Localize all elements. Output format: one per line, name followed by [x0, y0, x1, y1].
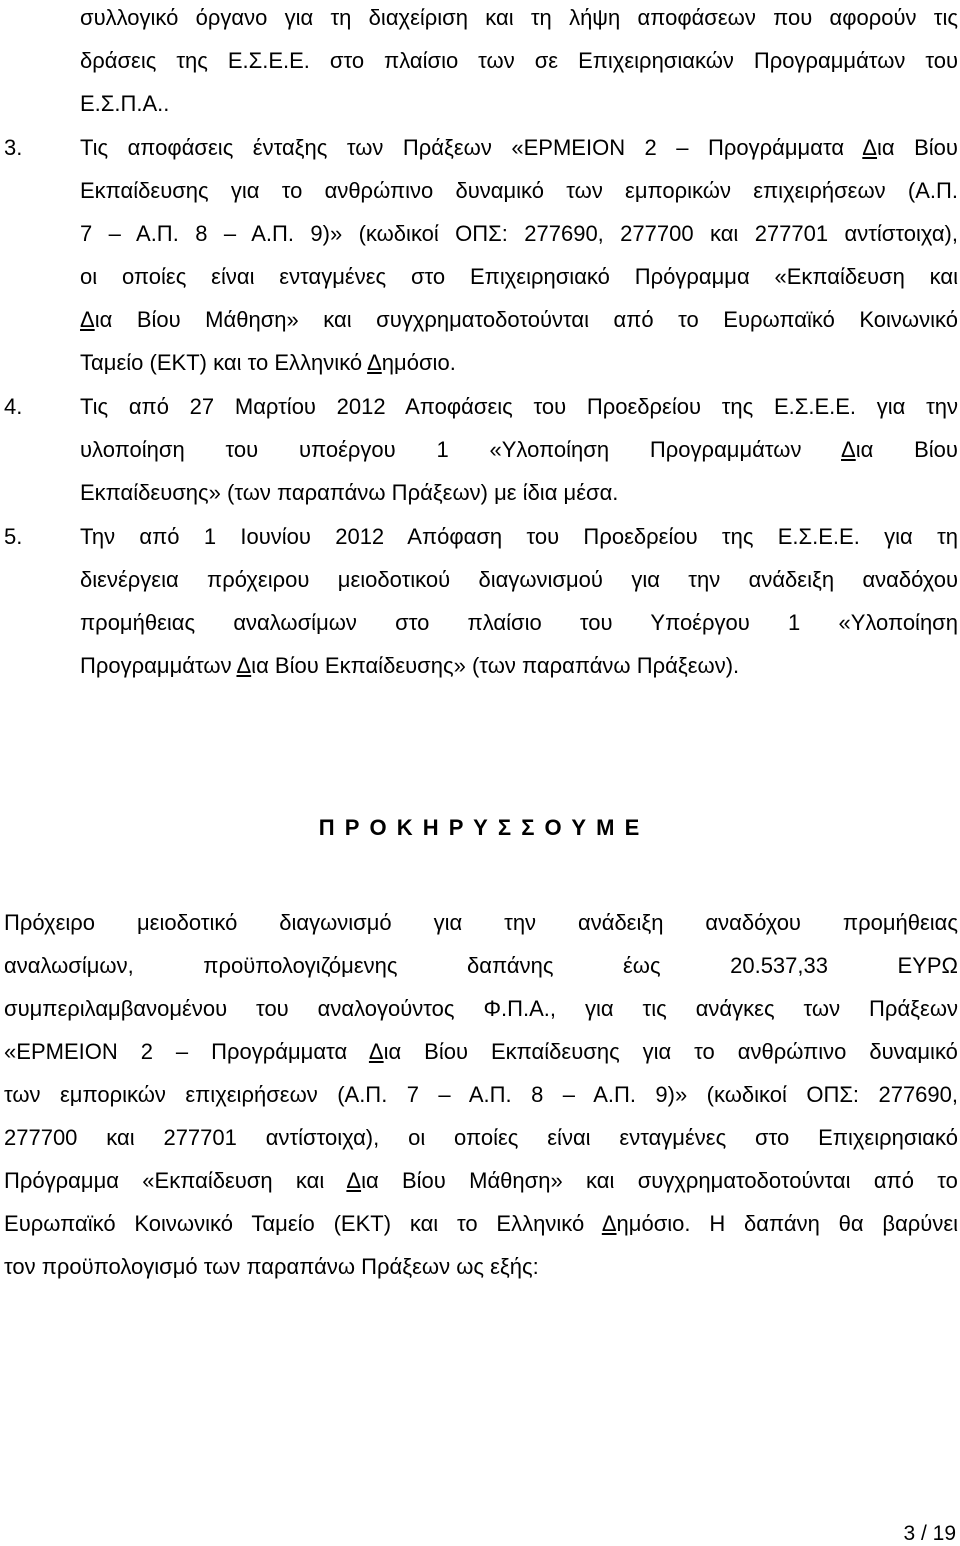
body-line-2: αναλωσίμων, προϋπολογιζόμενης δαπάνης έως 20.537,33 ΕΥΡΩ [4, 953, 958, 978]
item-4-line-2: υλοποίηση του υποέργου 1 «Υλοποίηση Προγραμμάτων Δια Βίου [80, 437, 958, 462]
item-number-5: 5. [4, 524, 23, 549]
page-number: 3 / 19 [903, 1522, 956, 1545]
item-3-line-3: 7 – Α.Π. 8 – Α.Π. 9)» (κωδικοί ΟΠΣ: 277690, 277700 και 277701 αντίστοιχα), [80, 221, 958, 246]
item-5-line-3: προμήθειας αναλωσίμων στο πλαίσιο του Υποέργου 1 «Υλοποίηση [80, 610, 958, 635]
item-3-line-4: οι οποίες είναι ενταγμένες στο Επιχειρησιακό Πρόγραμμα «Εκπαίδευση και [80, 264, 958, 289]
item-3-line-1: Τις αποφάσεις ένταξης των Πράξεων «ΕΡΜΕΙΟΝ 2 – Προγράμματα Δια Βίου [80, 135, 958, 160]
body-line-1: Πρόχειρο μειοδοτικό διαγωνισμό για την ανάδειξη αναδόχου προμήθειας [4, 910, 958, 935]
body-line-4: «ΕΡΜΕΙΟΝ 2 – Προγράμματα Δια Βίου Εκπαίδευσης για το ανθρώπινο δυναμικό [4, 1039, 958, 1064]
intro-line-3: Ε.Σ.Π.Α.. [80, 91, 170, 116]
body-line-5: των εμπορικών επιχειρήσεων (Α.Π. 7 – Α.Π. 8 – Α.Π. 9)» (κωδικοί ΟΠΣ: 277690, [4, 1082, 958, 1107]
intro-line-1: συλλογικό όργανο για τη διαχείριση και τη λήψη αποφάσεων που αφορούν τις [80, 5, 958, 30]
item-number-3: 3. [4, 135, 23, 160]
item-3-line-2: Εκπαίδευσης για το ανθρώπινο δυναμικό των εμπορικών επιχειρήσεων (Α.Π. [80, 178, 958, 203]
item-3-line-5: Δια Βίου Μάθηση» και συγχρηματοδοτούνται από το Ευρωπαϊκό Κοινωνικό [80, 307, 958, 332]
item-4-line-1: Τις από 27 Μαρτίου 2012 Αποφάσεις του Προεδρείου της Ε.Σ.Ε.Ε. για την [80, 394, 958, 419]
item-3-line-6: Ταμείο (ΕΚΤ) και το Ελληνικό Δημόσιο. [80, 350, 456, 375]
item-5-line-4: Προγραμμάτων Δια Βίου Εκπαίδευσης» (των παραπάνω Πράξεων). [80, 653, 740, 678]
item-number-4: 4. [4, 394, 23, 419]
body-line-3: συμπεριλαμβανομένου του αναλογούντος Φ.Π.Α., για τις ανάγκες των Πράξεων [4, 996, 958, 1021]
proclamation-heading: Π Ρ Ο Κ Η Ρ Υ Σ Σ Ο Υ Μ Ε [318, 815, 642, 840]
body-line-7: Πρόγραμμα «Εκπαίδευση και Δια Βίου Μάθηση» και συγχρηματοδοτούνται από το [4, 1168, 958, 1193]
body-line-8: Ευρωπαϊκό Κοινωνικό Ταμείο (ΕΚΤ) και το Ελληνικό Δημόσιο. Η δαπάνη θα βαρύνει [4, 1211, 959, 1236]
intro-line-2: δράσεις της Ε.Σ.Ε.Ε. στο πλαίσιο των σε Επιχειρησιακών Προγραμμάτων του [80, 48, 958, 73]
item-4-line-3: Εκπαίδευσης» (των παραπάνω Πράξεων) με ίδια μέσα. [80, 480, 619, 505]
item-5-line-1: Την από 1 Ιουνίου 2012 Απόφαση του Προεδρείου της Ε.Σ.Ε.Ε. για τη [80, 524, 958, 549]
body-line-9: τον προϋπολογισμό των παραπάνω Πράξεων ως εξής: [4, 1254, 539, 1279]
item-5-line-2: διενέργεια πρόχειρου μειοδοτικού διαγωνισμού για την ανάδειξη αναδόχου [80, 567, 958, 592]
body-line-6: 277700 και 277701 αντίστοιχα), οι οποίες είναι ενταγμένες στο Επιχειρησιακό [4, 1125, 958, 1150]
